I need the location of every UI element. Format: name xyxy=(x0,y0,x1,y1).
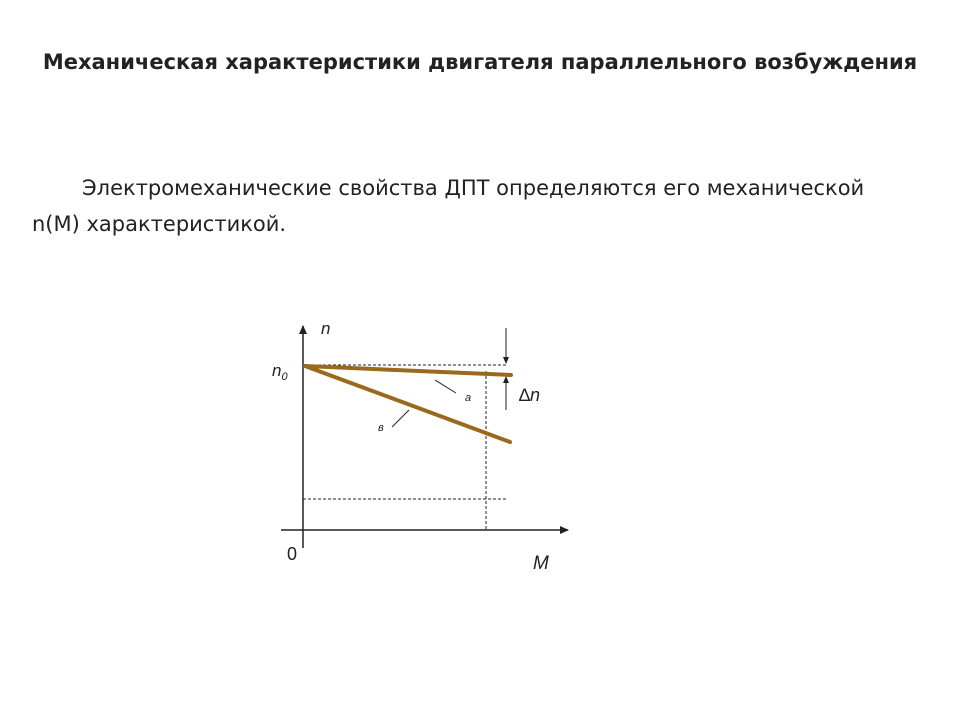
origin-label: 0 xyxy=(287,544,298,564)
slide-title: Механическая характеристики двигателя параллельного возбуждения xyxy=(42,50,918,74)
characteristic-line-b xyxy=(305,366,510,442)
x-axis-label: M xyxy=(533,553,549,574)
characteristic-line-a xyxy=(305,366,511,375)
n0-label-main: n xyxy=(272,361,282,380)
leader-line-a xyxy=(435,380,456,393)
n0-label-subscript: 0 xyxy=(281,371,288,383)
n0-label xyxy=(272,361,288,383)
slide-body-text: Электромеханические свойства ДПТ определяются его механической n(M) характеристикой. xyxy=(32,176,865,236)
line-a-label: а xyxy=(465,392,472,404)
delta-n-var: n xyxy=(530,385,541,405)
delta-symbol: ∆ xyxy=(519,385,531,405)
line-b-label: в xyxy=(378,422,384,434)
leader-line-b xyxy=(392,410,409,427)
y-axis-label: n xyxy=(321,319,331,338)
delta-n-label xyxy=(519,385,540,405)
